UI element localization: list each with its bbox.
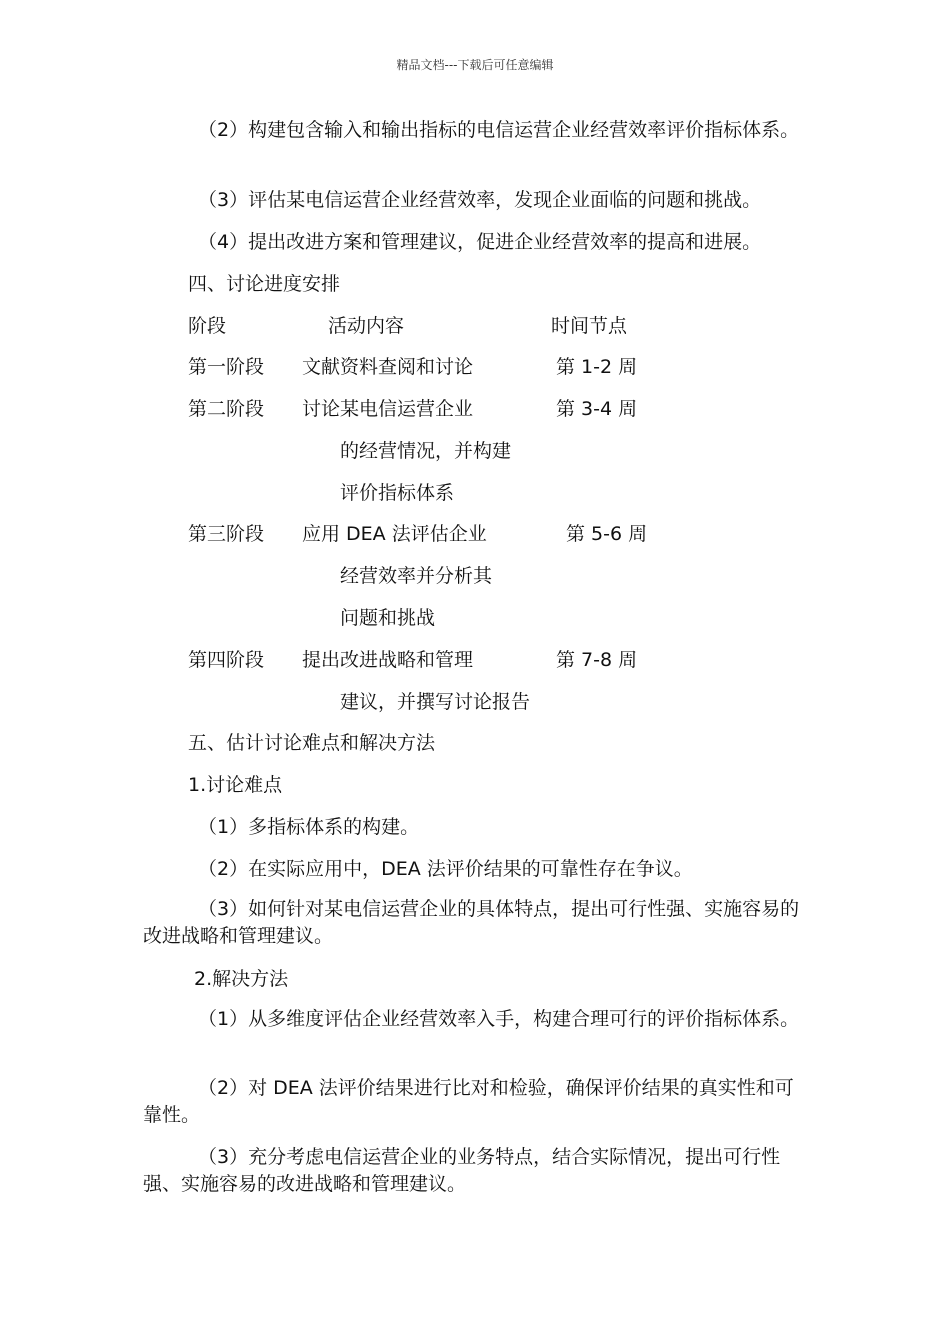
table-cell-content: 经营效率并分析其 [340, 565, 493, 587]
table-cell-content: 建议，并撰写讨论报告 [340, 691, 531, 713]
paragraph-text: （2）构建包含输入和输出指标的电信运营企业经营效率评价指标体系。 [198, 119, 800, 141]
difficulty-item: （2）在实际应用中，DEA 法评价结果的可靠性存在争议。 [198, 858, 693, 880]
solution-text: （3）充分考虑电信运营企业的业务特点，结合实际情况，提出可行性强、实施容易的改进战略和管理建议。 [143, 1146, 781, 1195]
solution-item [143, 1144, 808, 1198]
table-cell-stage: 第三阶段 [188, 523, 265, 545]
solution-text: （2）对 DEA 法评价结果进行比对和检验，确保评价结果的真实性和可靠性。 [143, 1077, 794, 1126]
difficulty-text: （3）如何针对某电信运营企业的具体特点，提出可行性强、实施容易的改进战略和管理建议。 [143, 898, 800, 947]
subsection-heading: 1.讨论难点 [188, 774, 283, 796]
table-cell-content: 提出改进战略和管理 [302, 649, 474, 671]
difficulty-item [143, 896, 808, 950]
table-cell-stage: 第四阶段 [188, 649, 265, 671]
section-heading: 四、讨论进度安排 [188, 273, 341, 295]
paragraph [143, 117, 808, 144]
solution-text: （1）从多维度评估企业经营效率入手，构建合理可行的评价指标体系。 [198, 1008, 800, 1030]
table-cell-time: 第 7-8 周 [556, 649, 638, 671]
table-header-content: 活动内容 [328, 315, 405, 337]
difficulty-item: （1）多指标体系的构建。 [198, 816, 420, 838]
table-cell-time: 第 1-2 周 [556, 356, 638, 378]
solution-item [143, 1075, 808, 1129]
paragraph: （3）评估某电信运营企业经营效率，发现企业面临的问题和挑战。 [198, 189, 762, 211]
section-heading: 五、估计讨论难点和解决方法 [188, 732, 436, 754]
table-cell-stage: 第一阶段 [188, 356, 265, 378]
table-cell-content: 的经营情况，并构建 [340, 440, 512, 462]
table-cell-content: 文献资料查阅和讨论 [302, 356, 474, 378]
table-cell-time: 第 5-6 周 [566, 523, 648, 545]
table-header-time: 时间节点 [551, 315, 628, 337]
table-cell-time: 第 3-4 周 [556, 398, 638, 420]
table-cell-content: 问题和挑战 [340, 607, 436, 629]
table-header-stage: 阶段 [188, 315, 227, 337]
table-cell-content: 应用 DEA 法评估企业 [302, 523, 487, 545]
page-header: 精品文档---下载后可任意编辑 [396, 58, 554, 72]
subsection-heading: 2.解决方法 [194, 968, 289, 990]
table-cell-content: 评价指标体系 [340, 482, 455, 504]
solution-item [143, 1006, 808, 1033]
table-cell-content: 讨论某电信运营企业 [302, 398, 474, 420]
paragraph: （4）提出改进方案和管理建议，促进企业经营效率的提高和进展。 [198, 231, 762, 253]
table-cell-stage: 第二阶段 [188, 398, 265, 420]
